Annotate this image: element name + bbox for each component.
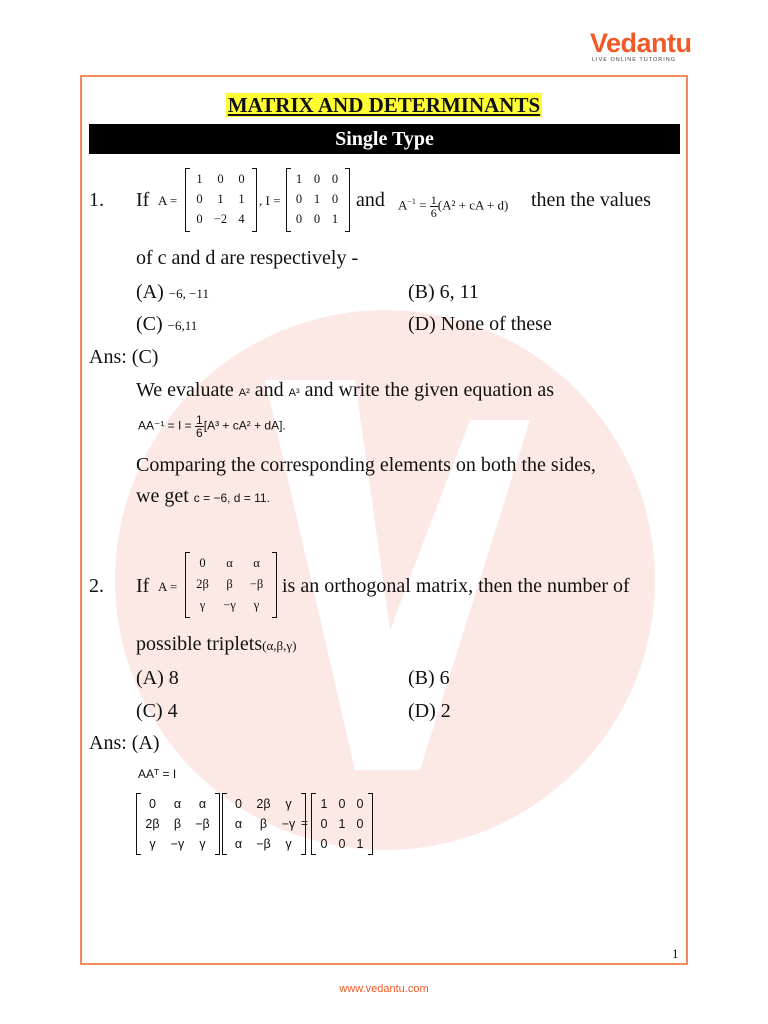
matrix-cell: 0: [196, 211, 203, 226]
matrix-cell: γ: [285, 837, 292, 851]
matrix-cell: β: [259, 817, 268, 831]
q1-then: then the values: [531, 189, 651, 211]
q1-solution-line3: Comparing the corresponding elements on both the sides,: [136, 454, 596, 476]
matrix-cell: 0: [238, 171, 245, 186]
q2-option-a: (A) 8: [136, 667, 179, 689]
q1-and: and: [356, 189, 385, 211]
q1-line2: of c and d are respectively -: [136, 247, 359, 269]
logo-wordmark: Vedantu: [590, 28, 692, 58]
q1-number: 1.: [89, 189, 104, 211]
q2-if: If: [136, 575, 150, 597]
matrix-cell: 1: [338, 817, 346, 831]
matrix-cell: 0: [338, 837, 346, 851]
footer-website-link[interactable]: www.vedantu.com: [339, 983, 429, 995]
matrix-cell: 0: [331, 171, 339, 186]
matrix-cell: −β: [195, 817, 210, 831]
matrix-cell: −γ: [223, 598, 236, 612]
matrix-cell: 0: [199, 556, 206, 570]
q1-i-label: , I =: [259, 193, 281, 208]
logo-tagline: LIVE ONLINE TUTORING: [592, 57, 676, 63]
page-number: 1: [672, 946, 679, 961]
matrix-cell: 0: [338, 797, 346, 811]
matrix-cell: 0: [149, 797, 156, 811]
matrix-cell: 0: [313, 211, 321, 226]
matrix-cell: α: [226, 556, 233, 570]
q1-answer: Ans: (C): [89, 346, 159, 368]
q2-text: is an orthogonal matrix, then the number of: [282, 575, 630, 597]
matrix-cell: −β: [249, 577, 264, 591]
q2-solution-matrix-1: [136, 793, 220, 855]
page-title: MATRIX AND DETERMINANTS: [227, 93, 541, 117]
matrix-cell: −2: [213, 211, 228, 226]
q2-line2: possible triplets(α,β,γ): [136, 633, 297, 655]
q1-solution-line1: We evaluate A² and A³ and write the given equation as: [136, 379, 555, 401]
matrix-cell: 0: [320, 837, 328, 851]
matrix-cell: −β: [256, 837, 271, 851]
matrix-cell: γ: [149, 837, 156, 851]
matrix-cell: 1: [320, 797, 328, 811]
q2-a-label: A =: [158, 579, 178, 594]
matrix-cell: 0: [356, 817, 364, 831]
matrix-cell: 1: [238, 191, 245, 206]
matrix-cell: 0: [313, 171, 321, 186]
matrix-cell: 1: [217, 191, 224, 206]
matrix-cell: β: [173, 817, 182, 831]
q1-option-d: (D) None of these: [408, 313, 552, 335]
q1-fraction: $\frac{1}{6}$: [430, 193, 437, 220]
q1-solution-line4: we get c = −6, d = 11.: [136, 485, 270, 507]
q2-solution-matrix-2: [222, 793, 309, 855]
q1-if: If: [136, 189, 150, 211]
matrix-cell: α: [234, 837, 243, 851]
matrix-cell: γ: [285, 797, 292, 811]
section-heading: Single Type: [89, 124, 680, 154]
q1-option-c: (C) −6,11: [136, 313, 198, 335]
matrix-cell: 1: [313, 191, 321, 206]
q2-option-c: (C) 4: [136, 700, 178, 722]
matrix-cell: α: [173, 797, 182, 811]
matrix-cell: 0: [331, 191, 339, 206]
matrix-cell: γ: [199, 837, 206, 851]
q2-solution-equals: =: [301, 816, 309, 830]
matrix-cell: 0: [235, 797, 242, 811]
matrix-cell: α: [198, 797, 207, 811]
q2-solution-matrix-3: [311, 793, 373, 855]
matrix-cell: 0: [295, 191, 303, 206]
q1-inverse-expression: $A^{-1}$ = $\frac{1}{6}$ (A² + cA + d): [398, 193, 509, 220]
matrix-cell: 1: [356, 837, 364, 851]
q1-option-a: (A) −6, −11: [136, 281, 209, 303]
matrix-cell: α: [253, 556, 260, 570]
q2-solution-line1: AAᵀ = I: [138, 767, 177, 781]
matrix-cell: α: [234, 817, 243, 831]
matrix-cell: 0: [196, 191, 203, 206]
q1-solution-equation: AA⁻¹ = I = $\frac{1}{6}$ [A³ + cA² + dA].: [138, 413, 286, 440]
matrix-cell: 4: [238, 211, 245, 226]
matrix-cell: 1: [295, 171, 303, 186]
matrix-cell: 1: [331, 211, 339, 226]
matrix-cell: 0: [295, 211, 303, 226]
q2-option-d: (D) 2: [408, 700, 451, 722]
matrix-cell: 0: [356, 797, 364, 811]
q1-a-label: A =: [158, 193, 178, 208]
matrix-cell: −γ: [281, 817, 296, 831]
q1-option-b: (B) 6, 11: [408, 281, 479, 303]
q1-matrix-a: [185, 168, 257, 232]
q1-matrix-i: [286, 168, 350, 232]
matrix-cell: 2β: [256, 797, 271, 811]
q2-matrix-a: [185, 552, 277, 618]
matrix-cell: 2β: [145, 817, 160, 831]
matrix-cell: 1: [196, 171, 203, 186]
matrix-cell: γ: [253, 598, 260, 612]
matrix-cell: β: [226, 577, 233, 591]
matrix-cell: 0: [320, 817, 328, 831]
matrix-cell: −γ: [170, 837, 185, 851]
matrix-cell: 2β: [196, 577, 209, 591]
vedantu-logo: [590, 28, 690, 63]
q2-option-b: (B) 6: [408, 667, 450, 689]
matrix-cell: γ: [199, 598, 206, 612]
q2-number: 2.: [89, 575, 104, 597]
matrix-cell: 0: [217, 171, 224, 186]
q2-answer: Ans: (A): [89, 732, 160, 754]
